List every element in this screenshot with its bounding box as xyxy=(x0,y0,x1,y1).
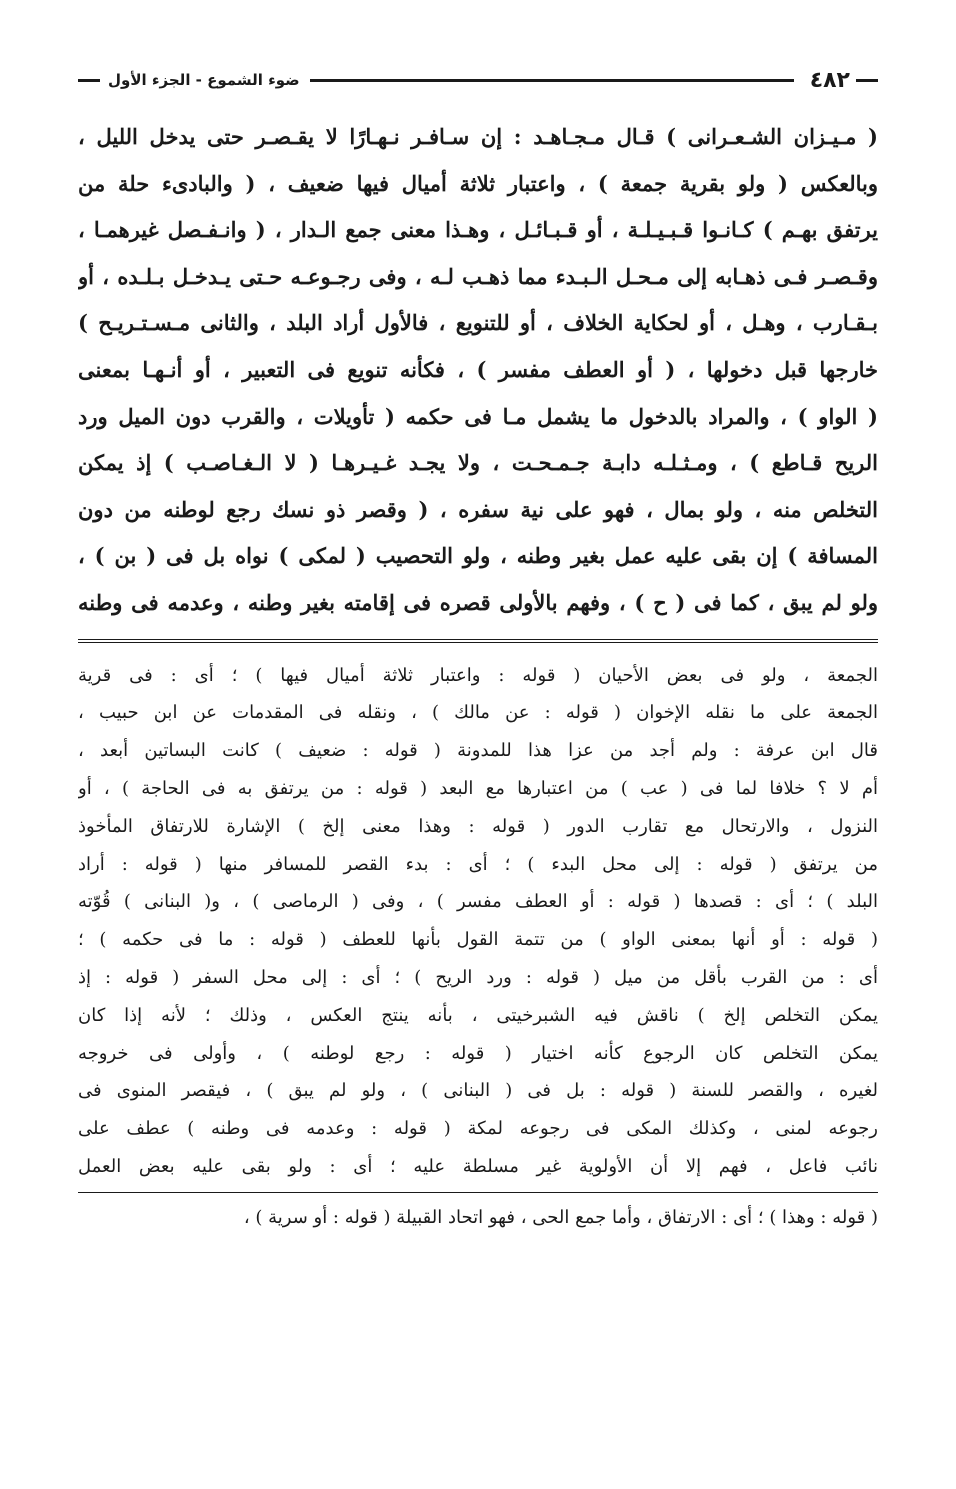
main-text-line: الريح قـاطع ) ، ومـثـلـه دابـة جـمـحـت ، ولا يجـد غـيـرهـا ( لا الـغـاصـب ) إذ يمكن xyxy=(78,450,878,476)
main-text-line: يرتفق بهـم ) كـانـوا قـبـيـلـة ، أو قـبـائـل ، وهـذا معنى جمع الـدار ، ( وانـفـصل غيرهمـا ، xyxy=(78,217,878,243)
main-text-line: ( الواو ) ، والمراد بالدخول ما يشمل مـا فى حكمه ( تأويلات ، والقرب دون الميل ورد xyxy=(78,403,878,429)
main-text-line: ولو لم يبق ، كما فى ( ح ) ، وفهم بالأولى قصره فى إقامته بغير وطنه ، وعدمه فى وطنه xyxy=(78,589,878,615)
commentary-line: ( قوله : أو أنها بمعنى الواو ) من تتمة القول بأنها للعطف ( قوله : ما فى حكمه ) ؛ xyxy=(78,929,878,951)
commentary-line: أى : من القرب بأقل من ميل ( قوله : ورد الريح ) ؛ أى : إلى محل السفر ( قوله : إذ xyxy=(78,966,878,988)
commentary-line: البلد ) ؛ أى : قصدها ( قوله : أو العطف مفسر ) ، وفى ( الرماصى ) ، و( البنانى ) قُوّته xyxy=(78,891,878,913)
main-text-line: وقـصـر فـى ذهـابه إلى مـحـل الـبـدء مما ذهـب لـه ، وفى رجـوعـه حـتى يـدخـل بـلـده ، أو xyxy=(78,263,878,289)
page-header xyxy=(78,60,878,100)
header-ornament-left xyxy=(78,79,100,82)
main-text-line: خارجها قبل دخولها ، ( أو العطف مفسر ) ، فكأنه تنويع فى التعبير ، أو أنـهـا بمعنى xyxy=(78,356,878,382)
running-title: ضوء الشموع - الجزء الأول xyxy=(108,71,300,89)
header-rule xyxy=(310,79,794,82)
commentary-line: الجمعة ، ولو فى بعض الأحيان ( قوله : واعتبار ثلاثة أميال فيها ) ؛ أى : فى قرية xyxy=(78,664,878,686)
commentary-line: النزول ، والارتحال مع تقارب الدور ( قوله : وهذا معنى إلخ ) الإشارة للارتفاق المأخوذ xyxy=(78,815,878,837)
commentary-line: من يرتفق ( قوله : إلى محل البدء ) ؛ أى : بدء القصر للمسافر منها ( قوله : أراد xyxy=(78,853,878,875)
main-text xyxy=(78,114,878,627)
footnote-text xyxy=(78,1199,878,1237)
header-ornament-right xyxy=(856,79,878,82)
section-divider xyxy=(78,639,878,643)
commentary-line: نائب فاعل ، فهم إلا أن الأولوية غير مسلطة عليه ؛ أى : ولو بقى عليه بعض العمل xyxy=(78,1155,878,1177)
main-text-line: ( مـيـزان الشـعـرانى ) قـال مـجـاهـد : إن سـافـر نـهـارًا لا يقـصـر حتى يدخل الليل ، xyxy=(78,124,878,149)
main-text-line: التخلص منه ، ولو بمال ، فهو على نية سفره ، ( وقصر ذو نسك رجع لوطنه من دون xyxy=(78,496,878,522)
main-text-line: وبالعكس ( ولو بقرية جمعة ) ، واعتبار ثلاثة أميال فيها ضعيف ، ( والبادىء حلة من xyxy=(78,170,878,196)
commentary-line: يمكن التخلص كان الرجوع كأنه اختيار ( قوله : رجع لوطنه ) ، وأولى فى خروجه xyxy=(78,1042,878,1064)
commentary-line: لغيره ، والقصر للسنة ( قوله : بل فى ( البنانى ) ، ولو لم يبق ) ، فيقصر المنوى فى xyxy=(78,1080,878,1102)
commentary-line: أم لا ؟ خلافا لما فى ( عب ) من اعتبارها مع البعد ( قوله : من يرتفق به فى الحاجة ) ، أو xyxy=(78,777,878,799)
book-page xyxy=(78,60,878,1237)
main-text-line: المسافة ) إن بقى عليه عمل بغير وطنه ، ولو التحصيب ( لمكى ) نواه بل فى ( بن ) ، xyxy=(78,543,878,569)
commentary-text xyxy=(78,657,878,1186)
main-text-line: بـقـارب ، وهـل ، أو لحكاية الخلاف ، أو للتنويع ، فالأول أراد البلد ، والثانى مـسـتـريـح ) xyxy=(78,310,878,336)
commentary-line: يمكن التخلص إلخ ) ناقش فيه الشبرخيتى ، بأنه ينتج العكس ، وذلك ؛ لأنه إذا كان xyxy=(78,1004,878,1026)
commentary-line: الجمعة على ما نقله الإخوان ( قوله : عن مالك ) ، ونقله فى المقدمات عن ابن حبيب ، xyxy=(78,702,878,724)
footnote-divider xyxy=(78,1192,878,1193)
page-number: ٤٨٢ xyxy=(809,67,850,93)
footnote-line: ( قوله : وهذا ) ؛ أى : الارتفاق ، وأما جمع الحى ، فهو اتحاد القبيلة ( قوله : أو سرية ) ، xyxy=(243,1206,878,1228)
commentary-line: قال ابن عرفة : ولم أجد من عزا هذا للمدونة ( قوله : ضعيف ) كانت البساتين أبعد ، xyxy=(78,740,878,762)
commentary-line: رجوعه لمنى ، وكذلك المكى فى رجوعه لمكة ( قوله : وعدمه فى وطنه ) عطف على xyxy=(78,1118,878,1140)
